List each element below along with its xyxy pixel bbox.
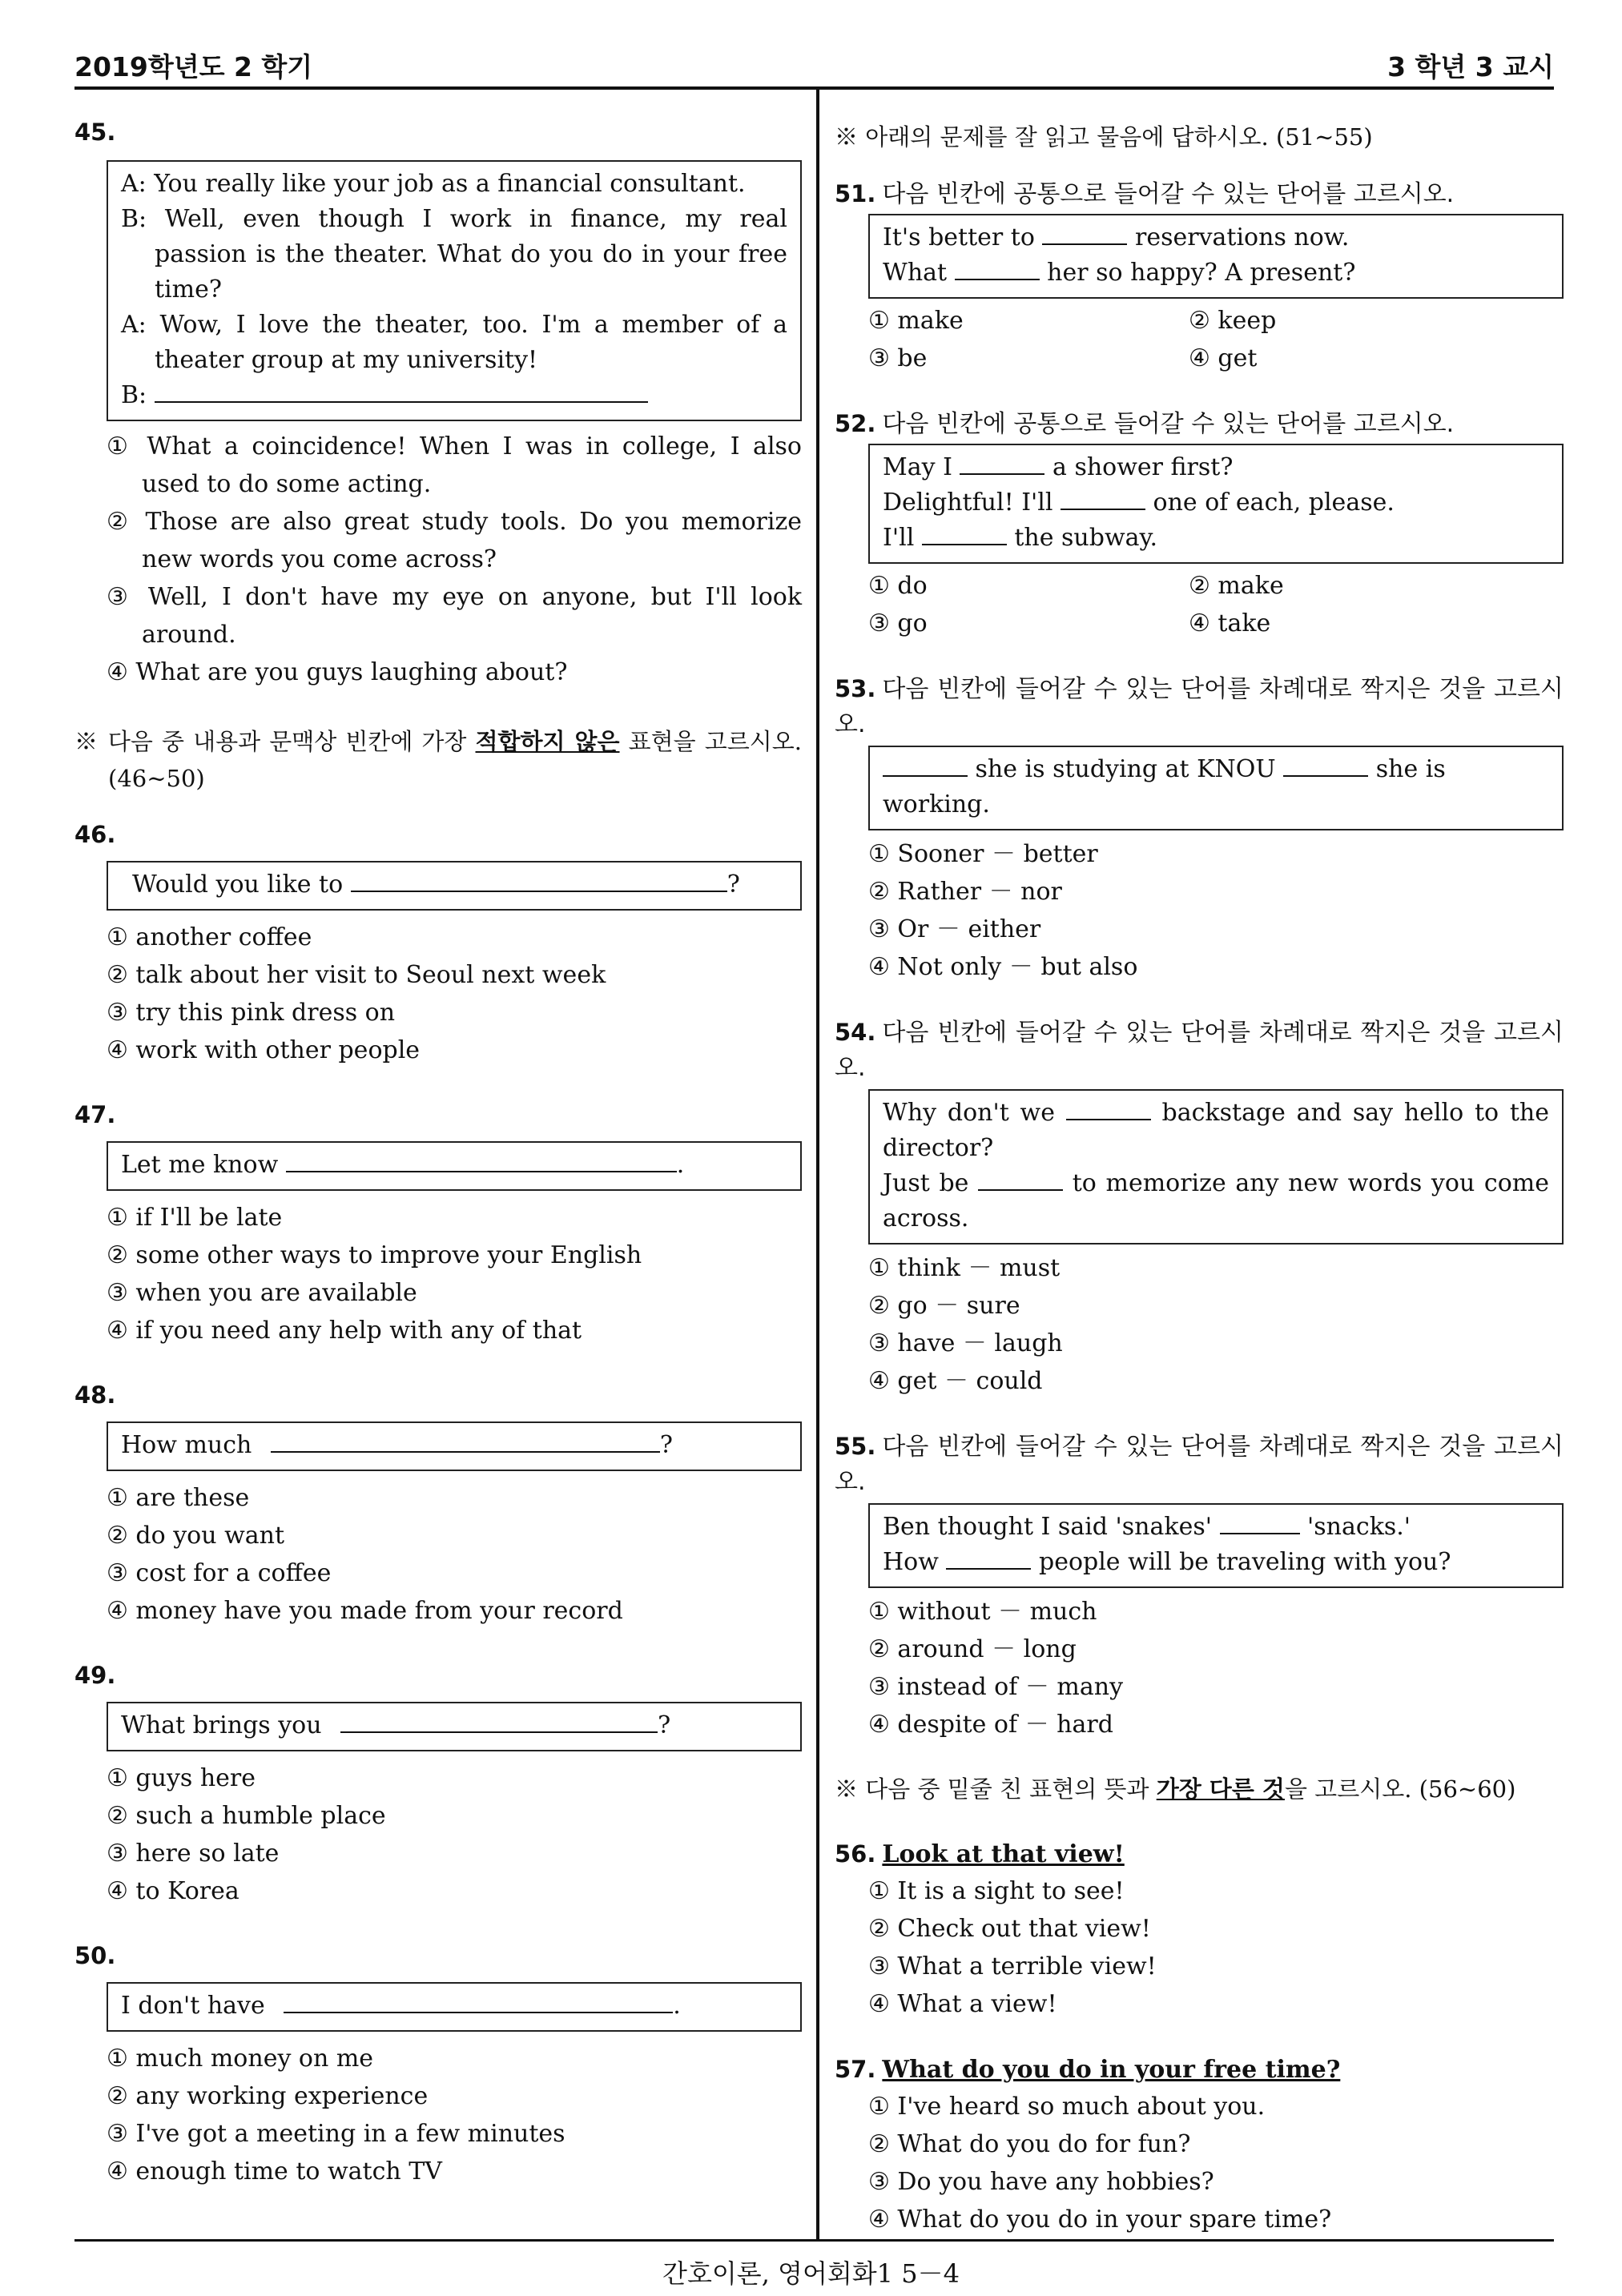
options [868,1249,1564,1400]
exam-session: 3 학년 3 교시 [1387,51,1554,82]
option-2[interactable]: ② do you want [107,1522,285,1550]
dialogue-line: A: You really like your job as a financial consultant. [121,170,746,198]
dialogue-line-blank: B: [121,378,787,413]
option-3[interactable]: ③ go [868,609,928,637]
question-53 [835,671,1564,986]
option-1[interactable]: ① without － much [868,1598,1097,1626]
option-3[interactable]: ③ have － laugh [868,1329,1063,1357]
option-3[interactable]: ③ Or － either [868,915,1041,943]
option-3[interactable]: ③ What a terrible view! [868,1952,1157,1980]
sentence-box: Let me know . [107,1141,802,1191]
sentence-box: Ben thought I said 'snakes' 'snacks.' How people will be traveling with you? [868,1503,1564,1588]
question-stem: 57. What do you do in your free time? [835,2056,1341,2084]
option-4[interactable]: ④ enough time to watch TV [107,2157,442,2185]
option-4[interactable]: ④ get － could [868,1367,1043,1395]
option-2[interactable]: ② some other ways to improve your English [107,1241,642,1269]
dialogue-line: A: Wow, I love the theater, too. I'm a member of a theater group at my university! [121,311,787,374]
question-stem: 51. 다음 빈칸에 공통으로 들어갈 수 있는 단어를 고르시오. [835,180,1455,208]
question-stem: 54. 다음 빈칸에 들어갈 수 있는 단어를 차례대로 짝지은 것을 고르시오. [835,1019,1564,1082]
instruction-emphasis: 가장 다른 것 [1156,1775,1285,1803]
question-49 [74,1662,802,1910]
sentence-box: What brings you ? [107,1702,802,1751]
option-2[interactable]: ② around － long [868,1635,1077,1663]
options [107,1479,802,1630]
sentence-box: It's better to reservations now. What her so happy? A present? [868,214,1564,299]
underlined-expression: What do you do in your free time? [882,2056,1341,2084]
question-52 [835,406,1564,642]
options [107,2040,802,2190]
question-number: 49. [74,1662,116,1689]
option-3[interactable]: ③ instead of － many [868,1673,1124,1701]
option-1[interactable]: ① It is a sight to see! [868,1877,1125,1905]
question-47 [74,1101,802,1349]
option-1[interactable]: ① think － must [868,1254,1061,1282]
option-3[interactable]: ③ be [868,344,928,372]
question-stem: 53. 다음 빈칸에 들어갈 수 있는 단어를 차례대로 짝지은 것을 고르시오. [835,675,1564,738]
question-number: 50. [74,1942,116,1969]
option-3[interactable]: ③ I've got a meeting in a few minutes [107,2120,565,2148]
question-48 [74,1381,802,1630]
instruction-emphasis: 적합하지 않은 [475,728,620,755]
option-1[interactable]: ① much money on me [107,2045,374,2073]
question-stem: 52. 다음 빈칸에 공통으로 들어갈 수 있는 단어를 고르시오. [835,410,1455,438]
option-4[interactable]: ④ if you need any help with any of that [107,1317,582,1345]
instruction-56-60: ※ 다음 중 밑줄 친 표현의 뜻과 가장 다른 것을 고르시오. (56∼60) [835,1775,1516,1803]
options [107,1199,802,1349]
option-2[interactable]: ② What do you do for fun? [868,2130,1191,2158]
options [107,428,802,691]
underlined-expression: Look at that view! [882,1840,1125,1868]
sentence-box: I don't have . [107,1982,802,2032]
option-3[interactable]: ③ when you are available [107,1279,417,1307]
option-1[interactable]: ① another coffee [107,923,312,951]
question-46 [74,821,802,1069]
options [868,2088,1564,2238]
question-number: 48. [74,1381,116,1409]
header-rule [74,86,1554,90]
question-55 [835,1429,1564,1743]
option-1[interactable]: ① What a coincidence! When I was in college, I also used to do some acting. [107,432,802,498]
sentence-box: Would you like to ? [107,861,802,911]
option-4[interactable]: ④ despite of － hard [868,1711,1113,1739]
left-column [74,119,802,2190]
option-1[interactable]: ① make [868,307,964,335]
sentence-box: she is studying at KNOU she is working. [868,746,1564,830]
option-4[interactable]: ④ money have you made from your record [107,1597,623,1625]
sentence-box: How much ? [107,1421,802,1471]
exam-term: 2019학년도 2 학기 [74,51,313,82]
question-45 [74,119,802,691]
instruction-46-50: ※ 다음 중 내용과 문맥상 빈칸에 가장 적합하지 않은 표현을 고르시오. (46∼50) [74,728,802,792]
options [868,302,1564,377]
question-stem: 55. 다음 빈칸에 들어갈 수 있는 단어를 차례대로 짝지은 것을 고르시오. [835,1433,1564,1496]
option-3[interactable]: ③ try this pink dress on [107,999,396,1027]
option-2[interactable]: ② such a humble place [107,1802,386,1830]
option-3[interactable]: ③ Well, I don't have my eye on anyone, but I'll look around. [107,583,802,649]
question-51 [835,176,1564,377]
page-footer: 간호이론, 영어회화1 5－4 [662,2258,960,2289]
question-stem: 56. Look at that view! [835,1840,1125,1868]
option-3[interactable]: ③ cost for a coffee [107,1559,332,1587]
sentence-box: May I a shower first? Delightful! I'll one of each, please. I'll the subway. [868,444,1564,564]
question-50 [74,1942,802,2190]
option-2[interactable]: ② keep [1189,307,1277,335]
option-3[interactable]: ③ Do you have any hobbies? [868,2168,1214,2196]
option-2[interactable]: ② Rather － nor [868,878,1062,906]
option-4[interactable]: ④ get [1189,344,1258,372]
question-57 [835,2052,1564,2238]
option-4[interactable]: ④ take [1189,609,1271,637]
footer-rule [74,2239,1554,2242]
options [868,835,1564,986]
option-1[interactable]: ① Sooner － better [868,840,1098,868]
question-number: 46. [74,821,116,848]
option-2[interactable]: ② go － sure [868,1292,1020,1320]
option-2[interactable]: ② any working experience [107,2082,429,2110]
question-54 [835,1015,1564,1400]
options [868,567,1564,642]
option-2[interactable]: ② Those are also great study tools. Do you memorize new words you come across? [107,508,802,573]
option-2[interactable]: ② Check out that view! [868,1915,1151,1943]
question-56 [835,1836,1564,2023]
dialogue-box [107,160,802,421]
option-1[interactable]: ① I've heard so much about you. [868,2093,1266,2121]
option-4[interactable]: ④ What a view! [868,1990,1057,2018]
options [107,1759,802,1910]
option-2[interactable]: ② make [1189,572,1284,600]
right-column [835,119,1564,2238]
sentence-box: Why don't we backstage and say hello to the director? Just be to memorize any new words you come across. [868,1089,1564,1245]
option-4[interactable]: ④ What are you guys laughing about? [107,658,568,686]
question-number: 47. [74,1101,116,1128]
options [868,1593,1564,1743]
option-4[interactable]: ④ What do you do in your spare time? [868,2206,1332,2234]
option-4[interactable]: ④ to Korea [107,1877,239,1905]
option-1[interactable]: ① guys here [107,1764,256,1792]
instruction-51-55: ※ 아래의 문제를 잘 읽고 물음에 답하시오. (51∼55) [835,123,1373,151]
option-3[interactable]: ③ here so late [107,1840,280,1868]
option-4[interactable]: ④ Not only － but also [868,953,1138,981]
option-1[interactable]: ① if I'll be late [107,1204,283,1232]
option-1[interactable]: ① are these [107,1484,250,1512]
options [868,1872,1564,2023]
option-2[interactable]: ② talk about her visit to Seoul next week [107,961,606,989]
option-1[interactable]: ① do [868,572,928,600]
option-4[interactable]: ④ work with other people [107,1036,421,1064]
dialogue-line: B: Well, even though I work in finance, my real passion is the theater. What do you do in your free time? [121,205,787,304]
question-number: 45. [74,119,116,146]
column-divider [816,90,819,2239]
options [107,919,802,1069]
